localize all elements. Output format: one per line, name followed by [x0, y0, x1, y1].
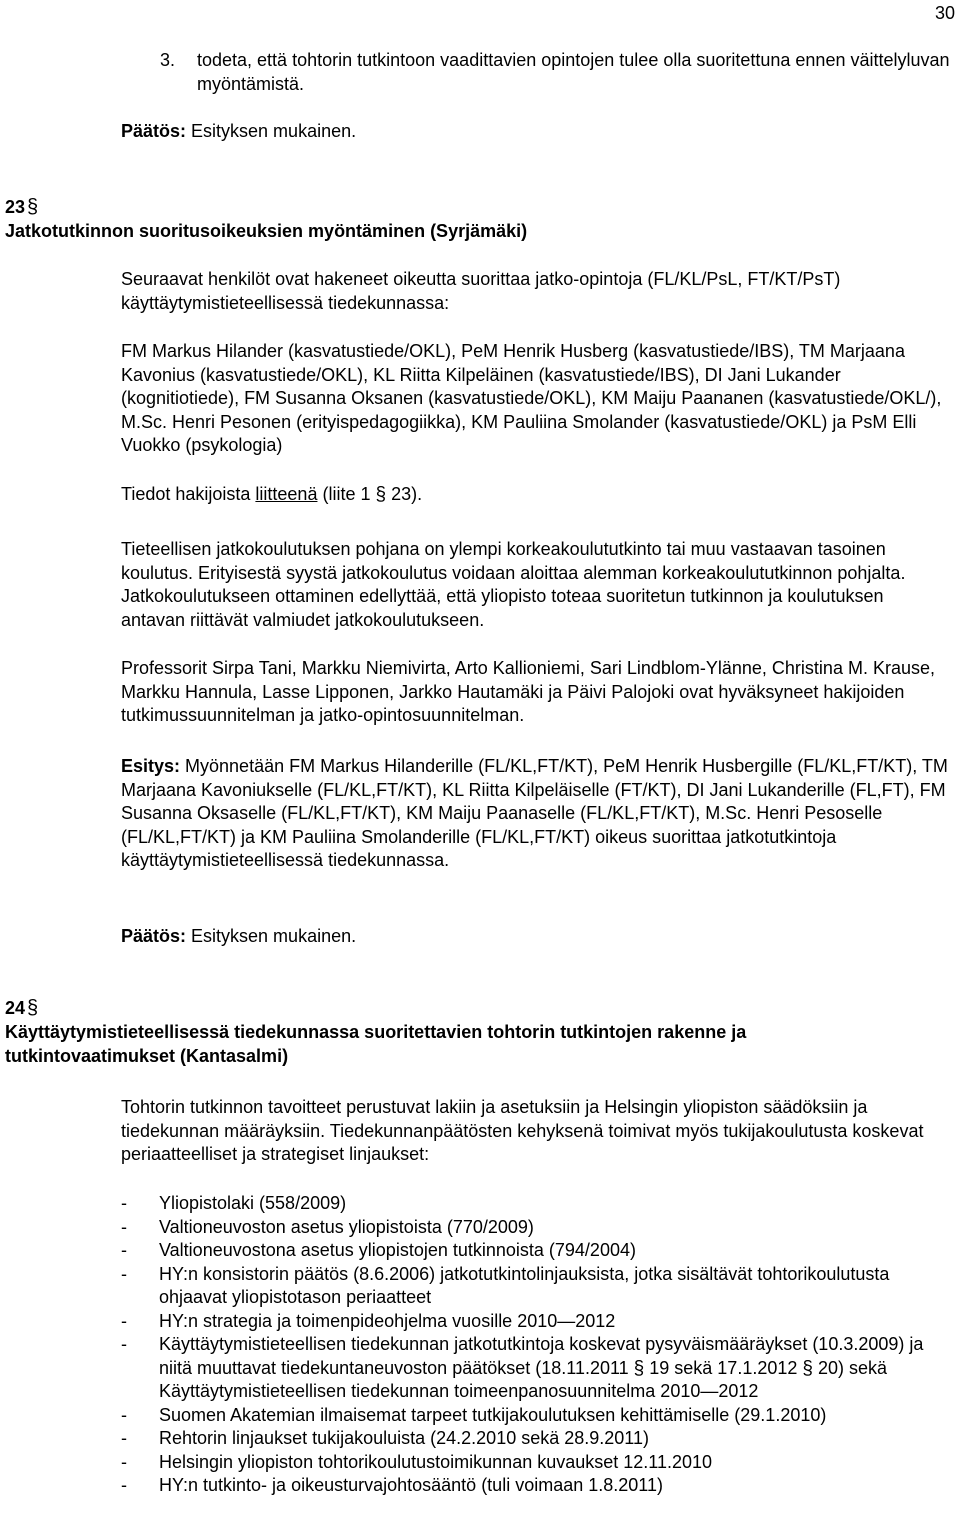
section-23-applicants: FM Markus Hilander (kasvatustiede/OKL), PeM Henrik Husberg (kasvatustiede/IBS), TM Marjaana Kavonius (kasvatustiede/OKL), KL Riitta Kilpeläinen (kasvatustiede/IBS), DI Jani Lukander (kognitiotiede), FM Susanna Oksanen (kasvatustiede/OKL), KM Maiju Paananen (kasvatustiede/OKL/), M.Sc. Henri Pesonen (erityispedagogiikka), KM Pauliina Smolander (kasvatustiede/OKL) ja PsM Elli Vuokko (psykologia) — [121, 341, 942, 455]
list-item: - HY:n strategia ja toimenpideohjelma vuosille 2010—2012 — [121, 1310, 951, 1334]
attachment-link[interactable]: liitteenä — [255, 484, 318, 504]
decision-label: Päätös: — [121, 121, 187, 141]
list-item: - Yliopistolaki (558/2009) — [121, 1192, 951, 1216]
info-mid: (liite 1 — [317, 484, 376, 504]
proposal-text: Myönnetään FM Markus Hilanderille (FL/KL,FT/KT), PeM Henrik Husbergille (FL/KL,FT/KT), TM Marjaana Kavoniukselle (FL/KL,FT/KT), KL Riitta Kilpeläiselle (FT/KT), DI Jani Lukanderille (FL,FT), FM Susanna Oksaselle (FL/KL,FT/KT), KM Maiju Paanaselle (FL/KL,FT/KT), M.Sc. Henri Pesoselle (FL/KL,FT/KT) ja KM Pauliina Smolanderille (FL/KL,FT/KT) oikeus suorittaa jatkotutkintoja käyttäytymistieteellisessä tiedekunnassa. — [121, 756, 948, 870]
decision-1 — [121, 120, 951, 144]
section-23-info — [121, 483, 951, 507]
item-text: todeta, että tohtorin tutkintoon vaadittavien opintojen tulee olla suoritettuna ennen väittelyluvan myöntämistä. — [197, 50, 950, 94]
item-text: Käyttäytymistieteellisen tiedekunnan jatkotutkintoja koskevat pysyväismääräykset (10.3.2009) ja niitä muuttavat tiedekuntaneuvoston päätökset (18.11.2011 — [159, 1334, 924, 1378]
section-sign: § — [802, 1357, 813, 1379]
list-item: - HY:n tutkinto- ja oikeusturvajohtosääntö (tuli voimaan 1.8.2011) — [121, 1474, 951, 1498]
section-24-list — [121, 1192, 951, 1498]
section-24-intro: Tohtorin tutkinnon tavoitteet perustuvat lakiin ja asetuksiin ja Helsingin yliopiston säädöksiin ja tiedekunnan määräyksiin. Tiedekunnanpäätösten kehyksenä toimivat myös tukijakoulutusta koskevat periaatteelliset ja strategiset linjaukset: — [121, 1097, 924, 1164]
section-23-requirement: Tieteellisen jatkokoulutuksen pohjana on ylempi korkeakoulututkinto tai muu vastaavan tasoinen koulutus. Erityisestä syystä jatkokoulutus voidaan aloittaa alemman korkeakoulututkinnon pohjalta. Jatkokoulutukseen ottaminen edellyttää, että yliopisto toteaa suoritetun tutkinnon ja koulutuksen antavan riittävät valmiudet jatkokoulutukseen. — [121, 539, 906, 630]
section-sign: § — [375, 484, 387, 505]
item-number: 3. — [160, 50, 176, 70]
decision-2 — [121, 925, 951, 949]
list-item: - Rehtorin linjaukset tukijakouluista (24.2.2010 sekä 28.9.2011) — [121, 1427, 951, 1451]
section-23-proposal — [121, 755, 951, 873]
decision-text: Esityksen mukainen. — [186, 121, 357, 141]
item-text: 19 sekä 17.1.2012 — [644, 1357, 803, 1378]
list-item — [121, 1333, 951, 1404]
section-sign: § — [27, 997, 39, 1019]
section-23-title: Jatkotutkinnon suoritusoikeuksien myöntäminen (Syrjämäki) — [5, 221, 528, 241]
section-23-professors: Professorit Sirpa Tani, Markku Niemivirta, Arto Kallioniemi, Sari Lindblom-Ylänne, Christina M. Krause, Markku Hannula, Lasse Lipponen, Jarkko Hautamäki ja Päivi Palojoki ovat hyväksyneet hakijoiden tutkimussuunnitelman ja jatko-opintosuunnitelman. — [121, 658, 935, 725]
section-sign: § — [633, 1357, 645, 1379]
item-text: 20) sekä Käyttäytymistieteellisen tiedekunnan toimeenpanosuunnitelma 2010—2012 — [159, 1357, 887, 1401]
proposal-label: Esitys: — [121, 756, 181, 776]
decision-label: Päätös: — [121, 926, 187, 946]
decision-text: Esityksen mukainen. — [186, 926, 357, 946]
section-24-number — [5, 997, 955, 1021]
page-number: 30 — [934, 3, 955, 23]
list-item: - Valtioneuvostona asetus yliopistojen tutkinnoista (794/2004) — [121, 1239, 951, 1263]
section-number: 23 — [5, 197, 26, 217]
section-number: 24 — [5, 998, 26, 1018]
section-23-number — [5, 196, 955, 220]
list-item: - Suomen Akatemian ilmaisemat tarpeet tutkijakoulutuksen kehittämiselle (29.1.2010) — [121, 1404, 951, 1428]
list-item: - HY:n konsistorin päätös (8.6.2006) jatkotutkintolinjauksista, jotka sisältävät tohtorikoulutusta ohjaavat yliopistotason periaatteet — [121, 1263, 951, 1310]
info-prefix: Tiedot hakijoista — [121, 484, 256, 504]
info-suffix: 23). — [386, 484, 423, 504]
section-24-title: Käyttäytymistieteellisessä tiedekunnassa suoritettavien tohtorin tutkintojen rakenne ja tutkintovaatimukset (Kantasalmi) — [5, 1022, 747, 1066]
section-sign: § — [27, 196, 39, 218]
list-item: - Valtioneuvoston asetus yliopistoista (770/2009) — [121, 1216, 951, 1240]
section-23-intro: Seuraavat henkilöt ovat hakeneet oikeutta suorittaa jatko-opintoja (FL/KL/PsL, FT/KT/PsT) käyttäytymistieteellisessä tiedekunnassa: — [121, 269, 841, 313]
list-item: - Helsingin yliopiston tohtorikoulutustoimikunnan kuvaukset 12.11.2010 — [121, 1451, 951, 1475]
